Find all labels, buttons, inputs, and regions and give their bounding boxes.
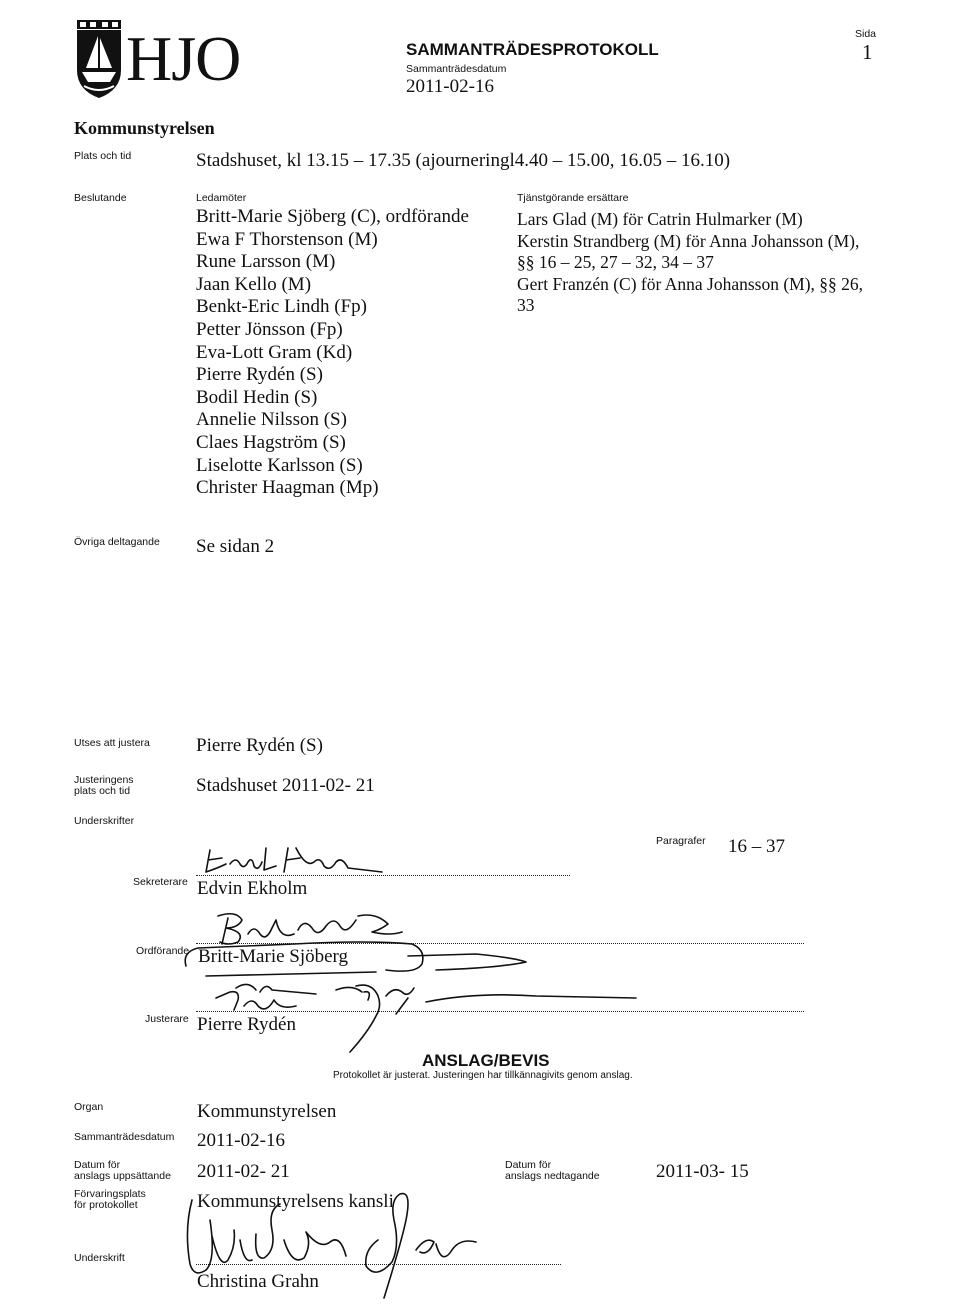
removed-label-1: Datum för: [505, 1159, 552, 1171]
body-name: Kommunstyrelsen: [74, 118, 215, 138]
place-label: Plats och tid: [74, 150, 132, 162]
secretary-signature: [196, 838, 416, 878]
posted-label-2: anslags uppsättande: [74, 1170, 171, 1182]
storage-label-2: för protokollet: [74, 1199, 138, 1211]
meeting-date-value: 2011-02-16: [197, 1130, 285, 1151]
footer-signature-name: Christina Grahn: [197, 1271, 319, 1292]
member-name: Britt-Marie Sjöberg (C), ordförande: [196, 206, 469, 227]
member-name: Petter Jönsson (Fp): [196, 318, 343, 340]
member-name: Eva-Lott Gram (Kd): [196, 341, 353, 363]
substitutes-label: Tjänstgörande ersättare: [517, 192, 629, 204]
substitute-line: §§ 16 – 25, 27 – 32, 34 – 37: [517, 252, 714, 272]
substitute-line: Gert Franzén (C) för Anna Johansson (M), §§ 26,: [517, 273, 864, 294]
member-name: Benkt-Eric Lindh (Fp): [196, 296, 367, 318]
substitute-line: Kerstin Strandberg (M) för Anna Johansson (M),: [517, 230, 860, 251]
organ-value: Kommunstyrelsen: [197, 1101, 337, 1122]
attendance-label: Beslutande: [74, 192, 127, 204]
member-name: Annelie Nilsson (S): [196, 409, 347, 431]
member-name: Rune Larsson (M): [196, 251, 336, 273]
logo-text: HJO: [126, 23, 241, 94]
member-name: Jaan Kello (M): [196, 273, 312, 295]
header-date: 2011-02-16: [406, 76, 494, 97]
hjo-ship-coat-of-arms-icon: [74, 18, 124, 100]
page-label: Sida: [855, 28, 877, 40]
substitutes-list: [517, 209, 863, 317]
document-title: SAMMANTRÄDESPROTOKOLL: [406, 40, 659, 59]
posted-label-1: Datum för: [74, 1159, 121, 1171]
adjust-place-label-2: plats och tid: [74, 785, 131, 797]
adjuster-label: Utses att justera: [74, 737, 150, 749]
adjuster-sig-name: Pierre Rydén: [197, 1014, 296, 1035]
place-value: Stadshuset, kl 13.15 – 17.35 (ajourneringl4.40 – 15.00, 16.05 – 16.10): [196, 150, 731, 171]
members-list: [196, 206, 469, 500]
meeting-date-label: Sammanträdesdatum: [74, 1131, 175, 1143]
member-name: Christer Haagman (Mp): [196, 477, 379, 499]
adjust-place-label-1: Justeringens: [74, 774, 134, 786]
paragraphs-label: Paragrafer: [656, 835, 706, 847]
others-value: Se sidan 2: [196, 536, 275, 557]
logo: [74, 14, 254, 100]
paragraphs-value: 16 – 37: [728, 836, 785, 857]
substitute-line: Lars Glad (M) för Catrin Hulmarker (M): [517, 209, 803, 229]
member-name: Liselotte Karlsson (S): [196, 454, 363, 476]
posted-date: 2011-02- 21: [197, 1161, 290, 1182]
others-label: Övriga deltagande: [74, 536, 160, 548]
member-name: Bodil Hedin (S): [196, 386, 318, 408]
header-date-label: Sammanträdesdatum: [406, 63, 507, 75]
members-label: Ledamöter: [196, 192, 247, 204]
adjust-place-value: Stadshuset 2011-02- 21: [196, 775, 375, 796]
notice-title: ANSLAG/BEVIS: [422, 1051, 550, 1070]
member-name: Claes Hagström (S): [196, 431, 346, 453]
member-name: Ewa F Thorstenson (M): [196, 228, 378, 250]
removed-date: 2011-03- 15: [656, 1161, 749, 1182]
page-number: 1: [862, 40, 873, 64]
secretary-label: Sekreterare: [133, 876, 188, 888]
chair-name: Britt-Marie Sjöberg: [198, 946, 349, 967]
secretary-name: Edvin Ekholm: [197, 878, 308, 899]
chair-label: Ordförande: [136, 945, 190, 957]
removed-label-2: anslags nedtagande: [505, 1170, 600, 1182]
notice-text: Protokollet är justerat. Justeringen har tillkännagivits genom anslag.: [333, 1070, 633, 1081]
adjuster-value: Pierre Rydén (S): [196, 735, 323, 756]
storage-value: Kommunstyrelsens kansli: [197, 1191, 394, 1212]
storage-label-1: Förvaringsplats: [74, 1188, 146, 1200]
organ-label: Organ: [74, 1101, 104, 1113]
member-name: Pierre Rydén (S): [196, 364, 323, 386]
signatures-label: Underskrifter: [74, 815, 135, 827]
adjuster-sig-label: Justerare: [145, 1013, 189, 1025]
substitute-line: 33: [517, 295, 535, 315]
signature-label: Underskrift: [74, 1252, 125, 1264]
